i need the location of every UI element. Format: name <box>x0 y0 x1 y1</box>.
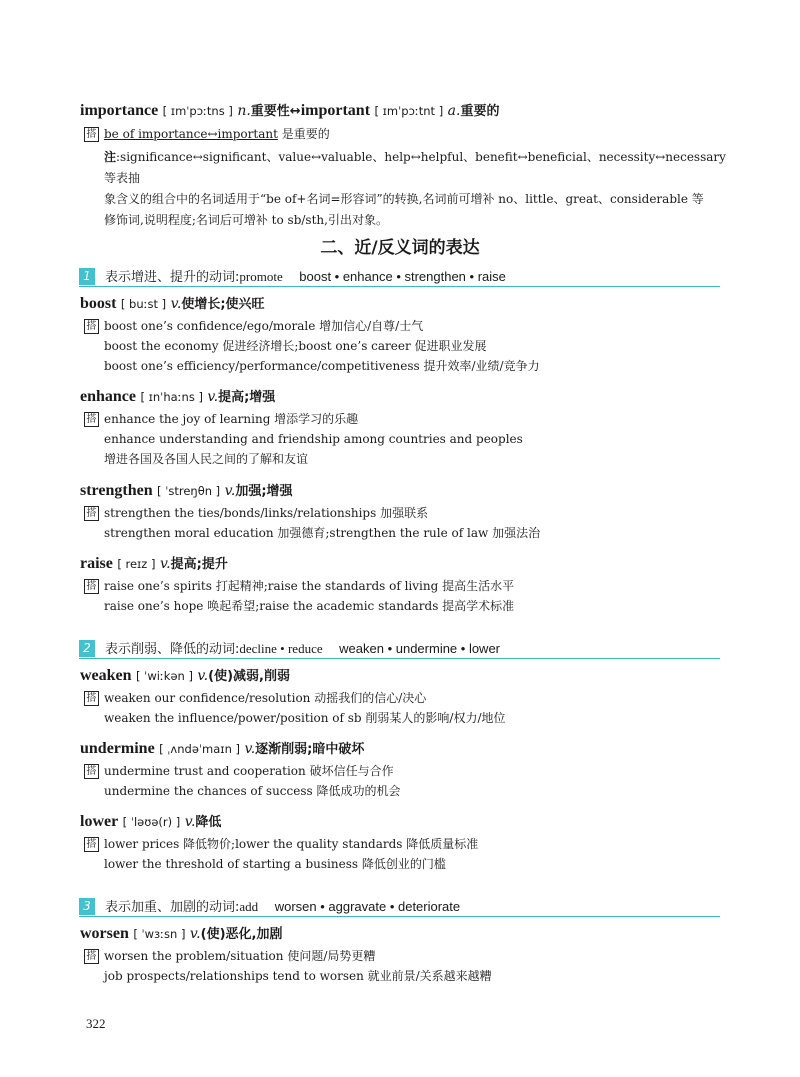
group-title: 表示削弱、降低的动词: <box>105 642 240 657</box>
group-lead-words: add <box>239 899 259 914</box>
phonetic: [ ˌʌndəˈmaɪn ] <box>159 742 241 756</box>
phonetic: [ ˈstreŋθn ] <box>157 484 221 498</box>
entry-headline <box>80 924 730 945</box>
gloss: 提高;增强 <box>218 390 276 405</box>
collocation-tag: 搭 <box>84 319 99 334</box>
collocation-line: enhance the joy of learning 增添学习的乐趣 <box>104 412 359 426</box>
phonetic: [ reɪz ] <box>117 557 156 571</box>
entry-headline <box>80 739 730 760</box>
collocation-line: undermine trust and cooperation 破坏信任与合作 <box>104 764 394 778</box>
group-synonyms: worsen • aggravate • deteriorate <box>274 899 461 914</box>
gloss: 使增长;使兴旺 <box>181 297 265 312</box>
entry-headline <box>80 294 730 315</box>
note-line: :significance↔significant、value↔valuable、help↔helpful、benefit↔beneficial、necessity↔necessary 等表抽 <box>104 150 726 185</box>
gloss: (使)恶化,加剧 <box>200 927 283 942</box>
collocation-line: raise one’s spirits 打起精神;raise the standards of living 提高生活水平 <box>104 579 515 593</box>
part-of-speech: v. <box>189 926 201 942</box>
entry-weaken <box>80 666 730 728</box>
collocation-tag: 搭 <box>84 579 99 594</box>
related-gloss: 重要的 <box>460 104 500 119</box>
phonetic: [ ˈwɜːsn ] <box>133 927 186 941</box>
group-number: 1 <box>79 268 95 285</box>
group-synonyms: weaken • undermine • lower <box>339 641 501 656</box>
related-part-of-speech: a. <box>447 103 461 119</box>
collocation-line: strengthen moral education 加强德育;strengthen the rule of law 加强法治 <box>104 526 541 540</box>
headword: importance <box>80 102 159 119</box>
related-phonetic: [ ɪmˈpɔːtnt ] <box>374 104 444 118</box>
collocation-translation: 是重要的 <box>281 127 330 141</box>
arrow: ↔ <box>289 104 301 119</box>
part-of-speech: v. <box>170 296 182 312</box>
group-number: 3 <box>79 898 95 915</box>
entry-headline <box>80 812 730 833</box>
collocation-row <box>80 503 730 543</box>
collocation-line: 增进各国及各国人民之间的了解和友谊 <box>104 452 309 466</box>
group-title: 表示加重、加剧的动词: <box>105 900 240 915</box>
part-of-speech: n. <box>237 103 251 119</box>
collocation-line: strengthen the ties/bonds/links/relationships 加强联系 <box>104 506 429 520</box>
collocation-line: boost the economy 促进经济增长;boost one’s career 促进职业发展 <box>104 339 487 353</box>
part-of-speech: v. <box>197 668 209 684</box>
headword: undermine <box>80 740 155 757</box>
group-number: 2 <box>79 640 95 657</box>
collocation-tag: 搭 <box>84 127 99 142</box>
collocation-row <box>80 946 730 986</box>
collocation-line: raise one’s hope 唤起希望;raise the academic standards 提高学术标准 <box>104 599 515 613</box>
group-header-2 <box>79 640 720 659</box>
section-title: 二、近/反义词的表达 <box>320 238 480 258</box>
entry-headline <box>80 554 730 575</box>
entry-strengthen <box>80 481 730 543</box>
part-of-speech: v. <box>244 741 256 757</box>
entry-lower <box>80 812 730 874</box>
entry-headline <box>80 387 730 408</box>
entry-headline <box>80 481 730 502</box>
collocation-tag: 搭 <box>84 506 99 521</box>
collocation-tag: 搭 <box>84 691 99 706</box>
headword: raise <box>80 555 113 572</box>
phonetic: [ buːst ] <box>120 297 167 311</box>
collocation-line: boost one’s confidence/ego/morale 增加信心/自尊/士气 <box>104 319 424 333</box>
entry-raise <box>80 554 730 616</box>
collocation-text: be of importance↔important <box>104 127 278 141</box>
headword: boost <box>80 295 117 312</box>
collocation-row <box>80 761 730 801</box>
collocation-row <box>80 409 730 469</box>
collocation-line: weaken our confidence/resolution 动摇我们的信心/决心 <box>104 691 427 705</box>
note-line: 修饰词,说明程度;名词后可增补 to sb/sth,引出对象。 <box>104 213 388 227</box>
part-of-speech: v. <box>224 483 236 499</box>
page-number: 322 <box>86 1016 106 1031</box>
group-lead-words: promote <box>239 269 283 284</box>
note-label: 注 <box>104 150 117 164</box>
group-synonyms: boost • enhance • strengthen • raise <box>299 269 506 284</box>
gloss: 降低 <box>195 815 222 830</box>
headword: strengthen <box>80 482 153 499</box>
headword: worsen <box>80 925 129 942</box>
note-line: 象含义的组合中的名词适用于“be of+名词=形容词”的转换,名词前可增补 no、little、great、considerable 等 <box>104 192 704 206</box>
collocation-row <box>80 688 730 728</box>
group-heading <box>105 640 500 658</box>
entry-importance <box>80 101 730 231</box>
collocation-row <box>80 834 730 874</box>
part-of-speech: v. <box>207 389 219 405</box>
collocation-line: boost one’s efficiency/performance/competitiveness 提升效率/业绩/竞争力 <box>104 359 540 373</box>
collocation-line: enhance understanding and friendship among countries and peoples <box>104 432 523 446</box>
gloss: (使)减弱,削弱 <box>208 669 290 684</box>
group-title: 表示增进、提升的动词: <box>105 270 240 285</box>
entry-boost <box>80 294 730 376</box>
collocation-line: weaken the influence/power/position of sb 削弱某人的影响/权力/地位 <box>104 711 506 725</box>
gloss: 逐渐削弱;暗中破坏 <box>255 742 365 757</box>
group-heading <box>105 898 460 916</box>
entry-headline <box>80 101 730 122</box>
collocation-row <box>80 316 730 376</box>
entry-undermine <box>80 739 730 801</box>
collocation-line: lower prices 降低物价;lower the quality standards 降低质量标准 <box>104 837 479 851</box>
phonetic: [ ˈləʊə(r) ] <box>122 815 181 829</box>
headword: enhance <box>80 388 136 405</box>
gloss: 提高;提升 <box>170 557 228 572</box>
collocation-line: undermine the chances of success 降低成功的机会 <box>104 784 401 798</box>
part-of-speech: v. <box>184 814 196 830</box>
headword: weaken <box>80 667 132 684</box>
collocation-tag: 搭 <box>84 949 99 964</box>
entry-worsen <box>80 924 730 986</box>
entry-enhance <box>80 387 730 469</box>
group-header-1 <box>79 268 720 287</box>
related-headword: important <box>300 102 371 119</box>
collocation-line: worsen the problem/situation 使问题/局势更糟 <box>104 949 376 963</box>
collocation-row <box>80 124 730 144</box>
collocation-row <box>80 576 730 616</box>
collocation-line: lower the threshold of starting a business 降低创业的门槛 <box>104 857 446 871</box>
group-lead-words: decline • reduce <box>239 641 323 656</box>
phonetic: [ ɪnˈhaːns ] <box>140 390 203 404</box>
phonetic: [ ɪmˈpɔːtns ] <box>162 104 233 118</box>
collocation-tag: 搭 <box>84 764 99 779</box>
gloss: 重要性 <box>250 104 290 119</box>
collocation-tag: 搭 <box>84 412 99 427</box>
part-of-speech: v. <box>159 556 171 572</box>
group-heading <box>105 268 506 286</box>
phonetic: [ ˈwiːkən ] <box>136 669 193 683</box>
group-header-3 <box>79 898 720 917</box>
gloss: 加强;增强 <box>235 484 293 499</box>
entry-headline <box>80 666 730 687</box>
collocation-line: job prospects/relationships tend to worsen 就业前景/关系越来越糟 <box>104 969 492 983</box>
collocation-tag: 搭 <box>84 837 99 852</box>
usage-note <box>80 147 730 231</box>
headword: lower <box>80 813 119 830</box>
